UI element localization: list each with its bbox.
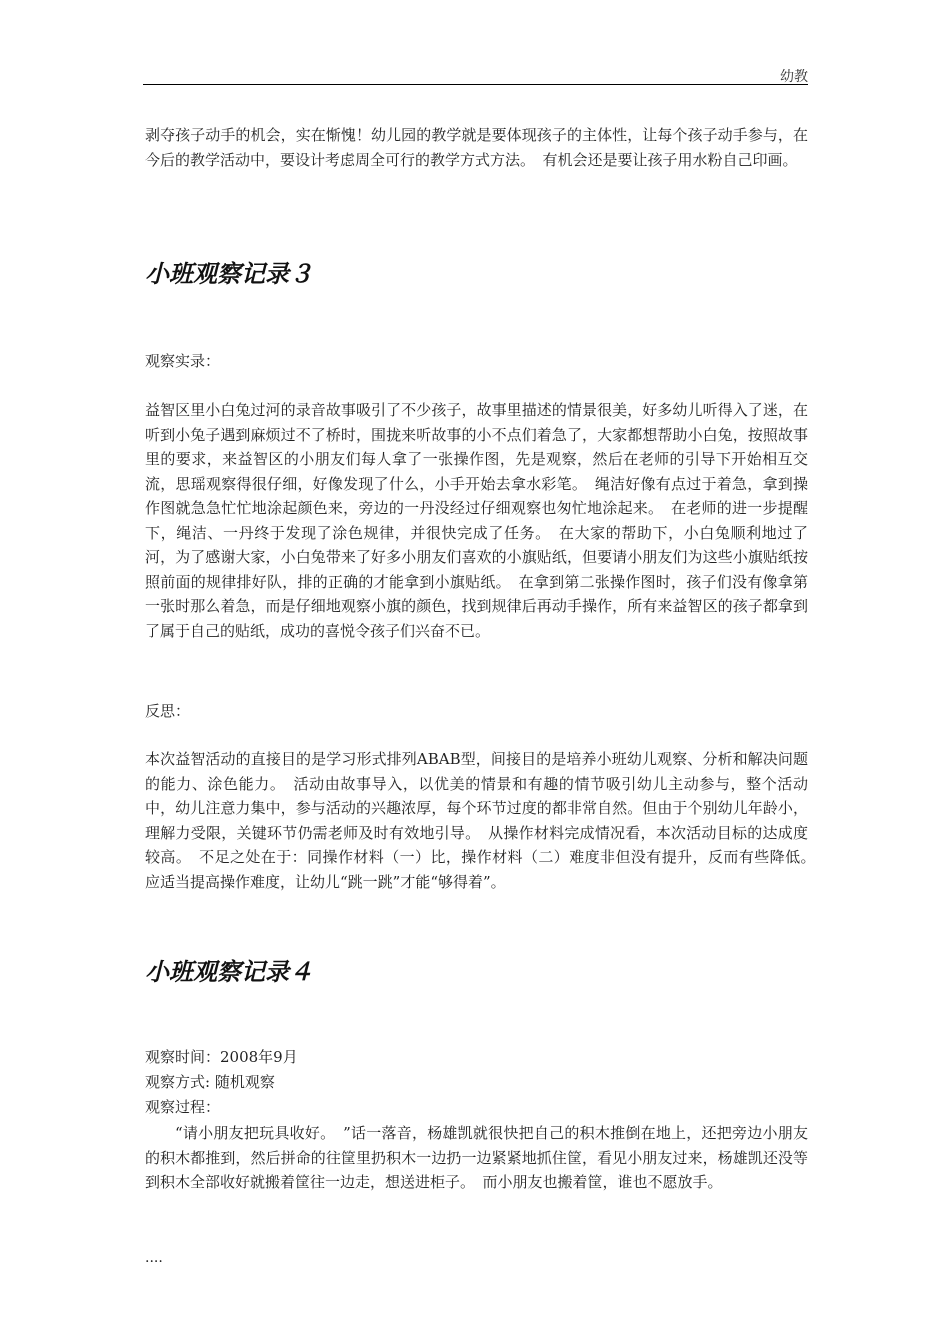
record4-method: 观察方式: 随机观察: [145, 1073, 275, 1091]
header-tag: 幼教: [780, 69, 808, 85]
header-divider: [143, 84, 808, 85]
record4-process-label: 观察过程：: [145, 1098, 221, 1116]
record4-time: 观察时间：2008年9月: [145, 1048, 298, 1066]
record3-observation-label: 观察实录：: [145, 352, 221, 370]
footer-ellipsis: ....: [145, 1250, 163, 1266]
record3-reflection-label: 反思：: [145, 702, 191, 720]
intro-paragraph: 剥夺孩子动手的机会，实在惭愧！幼儿园的教学就是要体现孩子的主体性，让每个孩子动手参与，在今后的教学活动中，要设计考虑周全可行的教学方式方法。 有机会还是要让孩子用水粉自己印画。: [145, 126, 808, 169]
record3-title: 小班观察记录３: [145, 259, 313, 288]
record3-observation-text: 益智区里小白兔过河的录音故事吸引了不少孩子，故事里描述的情景很美，好多幼儿听得入了迷，在听到小兔子遇到麻烦过不了桥时，围拢来听故事的小不点们着急了，大家都想帮助小白兔，按照故事里的要求，来益智区的小朋友们每人拿了一张操作图，先是观察，然后在老师的引导下开始相互交流，思瑶观察得很仔细，好像发现了什么，小手开始去拿水彩笔。 绳洁好像有点过于着急，拿到操作图就急急忙忙地涂起颜色来，旁边的一丹没经过仔细观察也匆忙地涂起来。 在老师的进一步提醒下，绳洁、一丹终于发现了涂色规律，并很快完成了任务。 在大家的帮助下，小白兔顺利地过了河，为了感谢大家，小白兔带来了好多小朋友们喜欢的小旗贴纸，但要请小朋友们为这些小旗贴纸按照前面的规律排好队，排的正确的才能拿到小旗贴纸。 在拿到第二张操作图时，孩子们没有像拿第一张时那么着急，而是仔细地观察小旗的颜色，找到规律后再动手操作，所有来益智区的孩子都拿到了属于自己的贴纸，成功的喜悦令孩子们兴奋不已。: [145, 401, 808, 640]
record4-process-text: “请小朋友把玩具收好。 ”话一落音，杨雄凯就很快把自己的积木推倒在地上，还把旁边小朋友的积木都推到，然后拼命的往筐里扔积木一边扔一边紧紧地抓住筐，看见小朋友过来，杨雄凯还没等到积木全部收好就搬着筐往一边走，想送进柜子。 而小朋友也搬着筐，谁也不愿放手。: [145, 1124, 808, 1191]
record3-reflection-text: 本次益智活动的直接目的是学习形式排列ABAB型，间接目的是培养小班幼儿观察、分析和解决问题的能力、涂色能力。 活动由故事导入，以优美的情景和有趣的情节吸引幼儿主动参与，整个活动中，幼儿注意力集中，参与活动的兴趣浓厚，每个环节过度的都非常自然。但由于个别幼儿年龄小，理解力受限，关键环节仍需老师及时有效地引导。 从操作材料完成情况看，本次活动目标的达成度较高。 不足之处在于：同操作材料（一）比，操作材料（二）难度非但没有提升，反而有些降低。 应适当提高操作难度，让幼儿“跳一跳”才能“够得着”。: [145, 750, 824, 891]
record4-title: 小班观察记录４: [145, 957, 313, 986]
